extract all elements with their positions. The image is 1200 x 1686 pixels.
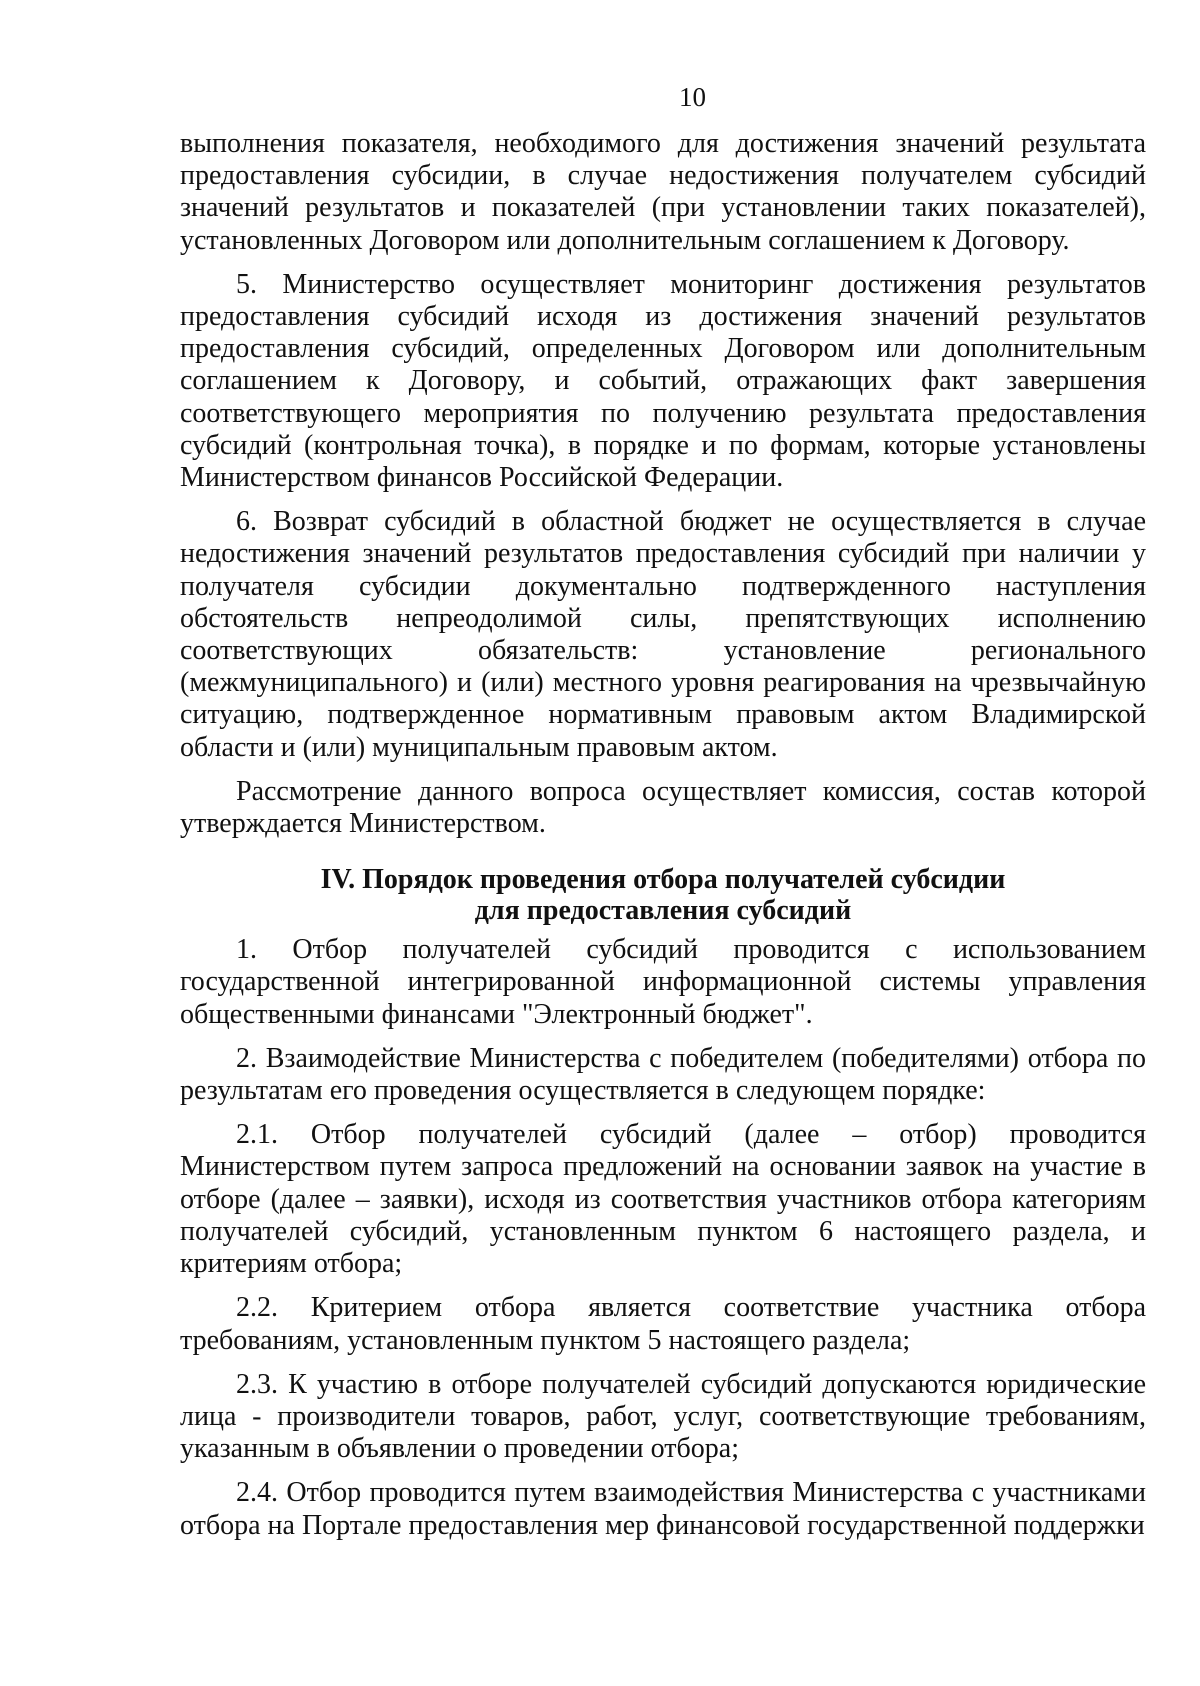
document-body — [180, 128, 1146, 1542]
paragraph-continuation: выполнения показателя, необходимого для достижения значений результата предоставления субсидии, в случае недостижения получателем субсидий значений результатов и показателей (при установлении таких показателей), установленных Договором или дополнительным соглашением к Договору. — [180, 128, 1146, 256]
paragraph-item-2-1: 2.1. Отбор получателей субсидий (далее – отбор) проводится Министерством путем запроса предложений на основании заявок на участие в отборе (далее – заявки), исходя из соответствия участников отбора категориям получателей субсидий, установленным пунктом 6 настоящего раздела, и критериям отбора; — [180, 1119, 1146, 1280]
paragraph-item-2-3: 2.3. К участию в отборе получателей субсидий допускаются юридические лица - производители товаров, работ, услуг, соответствующие требованиям, указанным в объявлении о проведении отбора; — [180, 1368, 1146, 1465]
paragraph-item-5: 5. Министерство осуществляет мониторинг достижения результатов предоставления субсидий исходя из достижения значений результатов предоставления субсидий, определенных Договором или дополнительным соглашением к Договору, и событий, отражающих факт завершения соответствующего мероприятия по получению результата предоставления субсидий (контрольная точка), в порядке и по формам, которые установлены Министерством финансов Российской Федерации. — [180, 268, 1146, 494]
paragraph-item-1: 1. Отбор получателей субсидий проводится с использованием государственной интегрированной информационной системы управления общественными финансами "Электронный бюджет". — [180, 934, 1146, 1030]
page-number: 10 — [679, 82, 706, 112]
paragraph-commission: Рассмотрение данного вопроса осуществляет комиссия, состав которой утверждается Министерством. — [180, 775, 1146, 840]
paragraph-item-2-2: 2.2. Критерием отбора является соответствие участника отбора требованиям, установленным пунктом 5 настоящего раздела; — [180, 1292, 1146, 1356]
section-heading — [180, 864, 1146, 926]
section-heading-line-2: для предоставления субсидий — [474, 895, 852, 927]
paragraph-item-2-4: 2.4. Отбор проводится путем взаимодействия Министерства с участниками отбора на Портале предоставления мер финансовой государственной поддержки — [180, 1477, 1146, 1541]
paragraph-item-6: 6. Возврат субсидий в областной бюджет не осуществляется в случае недостижения значений результатов предоставления субсидий при наличии у получателя субсидии документально подтвержденного наступления обстоятельств непреодолимой силы, препятствующих исполнению соответствующих обязательств: установление регионального (межмуниципального) и (или) местного уровня реагирования на чрезвычайную ситуацию, подтвержденное нормативным правовым актом Владимирской области и (или) муниципальным правовым актом. — [180, 506, 1146, 763]
section-heading-line-1: IV. Порядок проведения отбора получателей субсидии — [320, 864, 1006, 896]
paragraph-item-2: 2. Взаимодействие Министерства с победителем (победителями) отбора по результатам его проведения осуществляется в следующем порядке: — [180, 1042, 1146, 1107]
